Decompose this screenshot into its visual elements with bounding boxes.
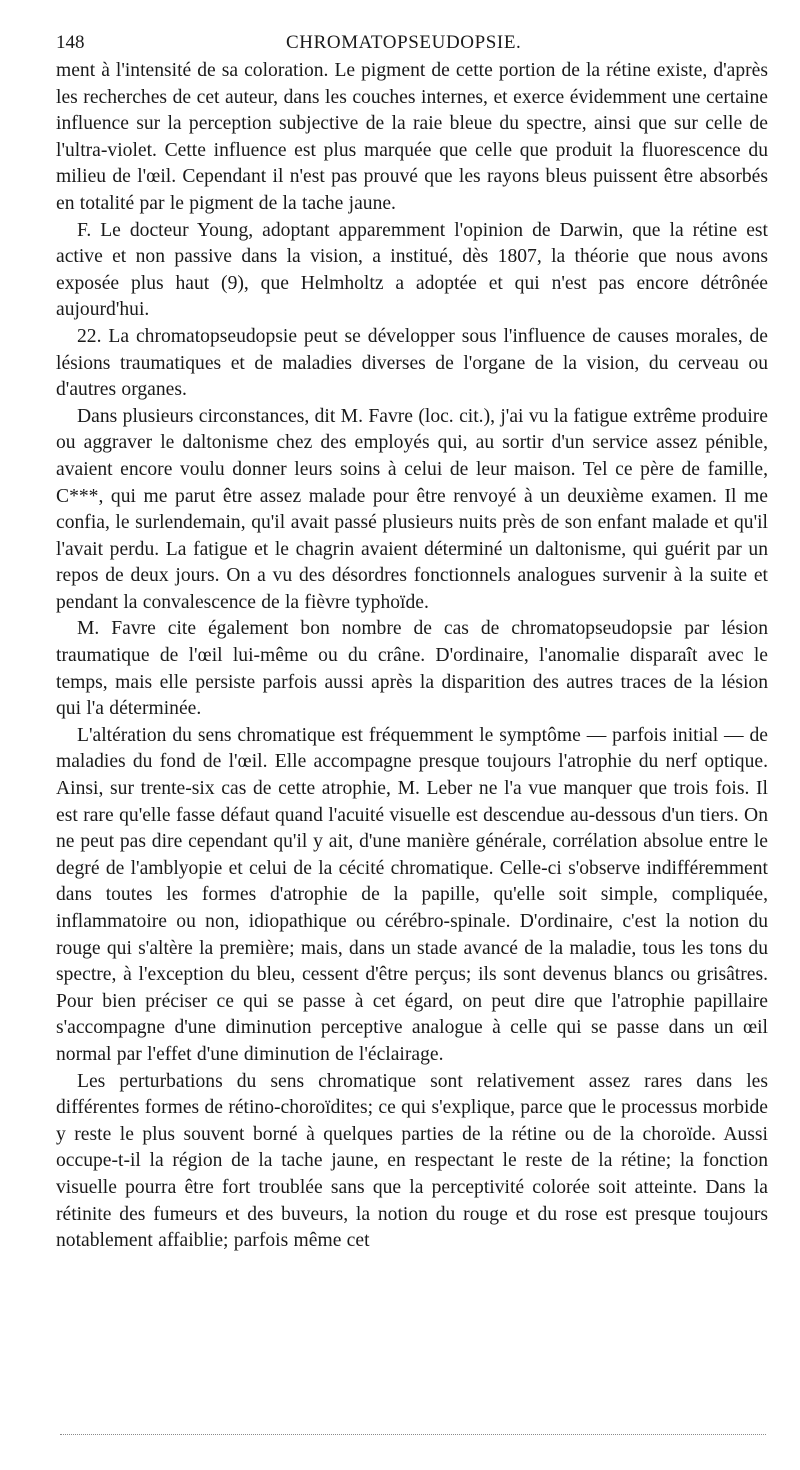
- paragraph-optic-atrophy: L'altération du sens chromatique est fréquemment le symptôme — parfois initial — de maladies du fond de l'œil. Elle accompagne presque toujours l'atrophie du nerf optique. Ainsi, sur trente-six cas de cette atrophie, M. Leber ne l'a vue manquer que trois fois. Il est rare qu'elle fasse défaut quand l'acuité visuelle est descendue au-dessous d'un tiers. On ne peut pas dire cependant qu'il y ait, d'une manière générale, corrélation absolue entre le degré de l'amblyopie et celui de la cécité chromatique. Celle-ci s'observe indifféremment dans toutes les formes d'atrophie de la papille, qu'elle soit simple, compliquée, inflammatoire ou non, idiopathique ou cérébro-spinale. D'ordinaire, c'est la notion du rouge qui s'altère la première; mais, dans un stade avancé de la maladie, tous les tons du spectre, à l'exception du bleu, cessent d'être perçus; ils sont devenus blancs ou grisâtres. Pour bien préciser ce qui se passe à cet égard, on peut dire que l'atrophie papillaire s'accompagne d'une diminution perceptive analogue à celle qui se passe dans un œil normal par l'effet d'une diminution de l'éclairage.: [56, 724, 768, 1065]
- body-text: [56, 58, 768, 1255]
- running-title: CHROMATOPSEUDOPSIE.: [286, 32, 522, 53]
- paragraph-continuation: ment à l'intensité de sa coloration. Le pigment de cette portion de la rétine existe, d'après les recherches de cet auteur, dans les couches internes, et exerce évidemment une certaine influence sur la perception subjective de la raie bleue du spectre, ainsi que sur celle de l'ultra-violet. Cette influence est plus marquée que celle que produit la fluorescence du milieu de l'œil. Cependant il n'est pas prouvé que les rayons bleus puissent être absorbés en totalité par le pigment de la tache jaune.: [56, 60, 768, 214]
- paragraph-favre-trauma: M. Favre cite également bon nombre de cas de chromatopseudopsie par lésion traumatique de l'œil lui-même ou du crâne. D'ordinaire, l'anomalie disparaît avec le temps, mais elle persiste parfois aussi après la disparition des autres traces de la lésion qui l'a déterminée.: [56, 618, 768, 720]
- paragraph-section-22: 22. La chromatopseudopsie peut se développer sous l'influence de causes morales, de lésions traumatiques et de maladies diverses de l'organe de la vision, du cerveau ou d'autres organes.: [56, 325, 768, 401]
- page-number: 148: [56, 32, 85, 53]
- page: [56, 28, 768, 1255]
- page-header: [56, 28, 768, 58]
- paragraph-retino-choroiditis: Les perturbations du sens chromatique sont relativement assez rares dans les différentes formes de rétino-choroïdites; ce qui s'explique, parce que le processus morbide y reste le plus souvent borné à quelques parties de la rétine ou de la choroïde. Aussi occupe-t-il la région de la tache jaune, en respectant le reste de la rétine; la fonction visuelle pourra être fort troublée sans que la perceptivité colorée soit atteinte. Dans la rétinite des fumeurs et des buveurs, la notion du rouge et du rose est presque toujours notablement affaiblie; parfois même cet: [56, 1070, 768, 1252]
- paragraph-favre-fatigue: Dans plusieurs circonstances, dit M. Favre (loc. cit.), j'ai vu la fatigue extrême produire ou aggraver le daltonisme chez des employés qui, au sortir d'un service assez pénible, avaient encore voulu donner leurs soins à celui de leur maison. Tel ce père de famille, C***, qui me parut être assez malade pour être renvoyé à un deuxième examen. Il me confia, le surlendemain, qu'il avait passé plusieurs nuits près de son enfant malade et qu'il l'avait perdu. La fatigue et le chagrin avaient déterminé un daltonisme, qui guérit par un repos de deux jours. On a vu des désordres fonctionnels analogues survenir à la suite et pendant la convalescence de la fièvre typhoïde.: [56, 405, 768, 613]
- footer-dotted-rule: [60, 1434, 766, 1435]
- paragraph-young-theory: F. Le docteur Young, adoptant apparemment l'opinion de Darwin, que la rétine est active et non passive dans la vision, a institué, dès 1807, la théorie que nous avons exposée plus haut (9), que Helmholtz a adoptée et qui n'est pas encore détrônée aujourd'hui.: [56, 219, 768, 321]
